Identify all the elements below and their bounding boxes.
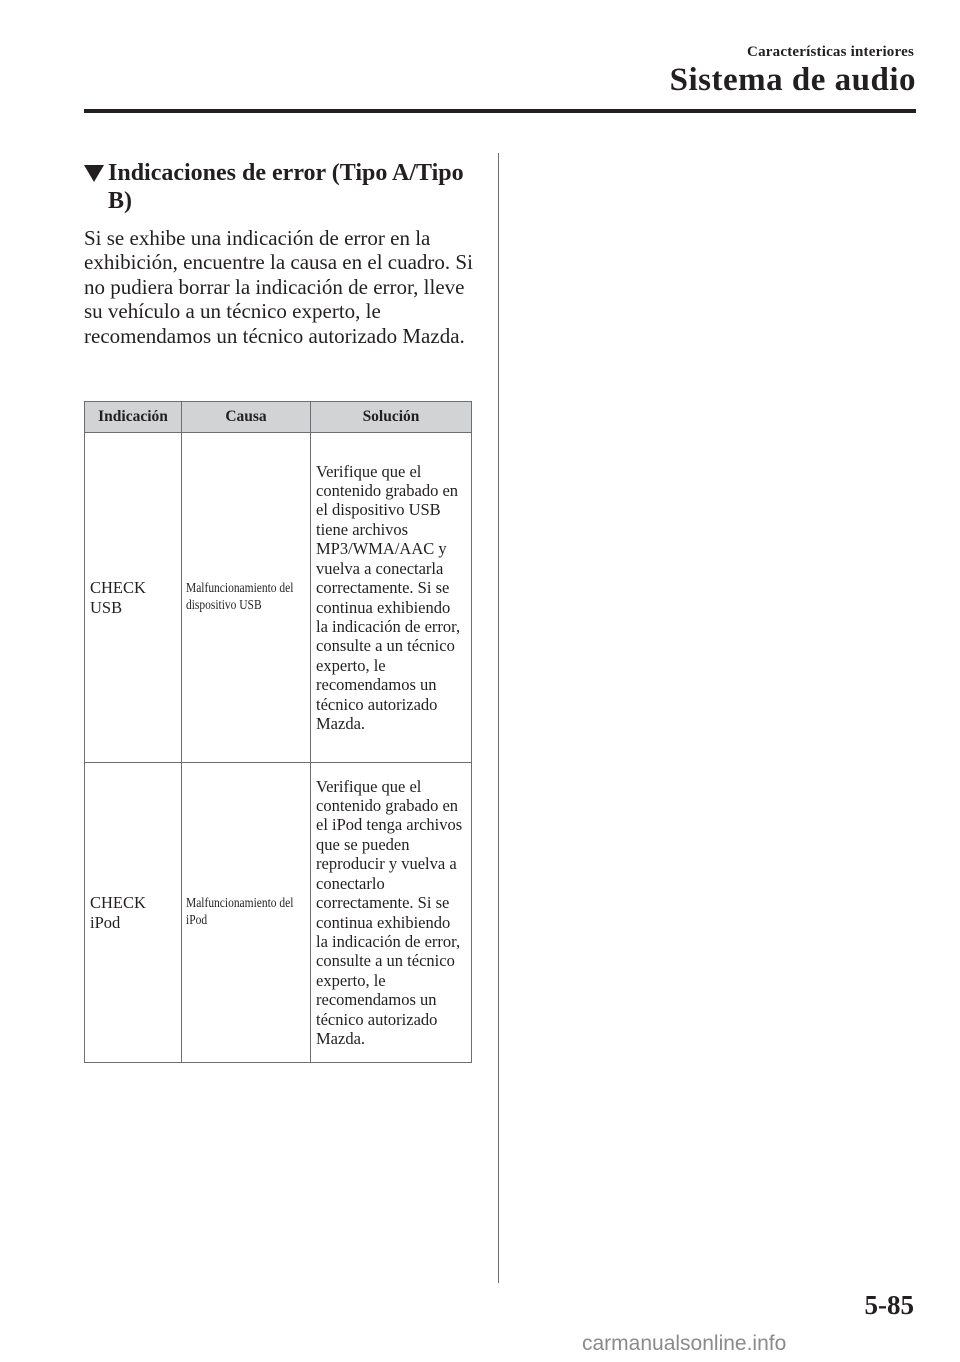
solution-cell: Verifique que el contenido grabado en el dispositivo USB tiene archivos MP3/WMA/AAC y vuelva a conectarla correctamente. Si se continua exhibiendo la indicación de error, consulte a un técnico experto, le recomendamos un técnico autorizado Mazda. xyxy=(311,433,472,763)
table-row xyxy=(85,433,472,763)
cause-cell xyxy=(182,763,311,1063)
cause-text: Malfuncionamiento del iPod xyxy=(186,896,294,928)
cause-text: Malfuncionamiento del dispositivo USB xyxy=(186,581,294,613)
column-divider xyxy=(498,153,499,1283)
header-solution: Solución xyxy=(311,402,472,433)
table-row xyxy=(85,763,472,1063)
solution-cell: Verifique que el contenido grabado en el iPod tenga archivos que se pueden reproducir y vuelva a conectarlo correctamente. Si se continua exhibiendo la indicación de error, consulte a un técnico experto, le recomendamos un técnico autorizado Mazda. xyxy=(311,763,472,1063)
heading-text: Indicaciones de error (Tipo A/Tipo B) xyxy=(108,160,464,214)
header-rule xyxy=(84,109,916,113)
table-header-row xyxy=(85,402,472,433)
chapter-title: Características interiores xyxy=(747,44,914,60)
section-heading xyxy=(84,159,484,215)
triangle-bullet-icon xyxy=(84,165,104,182)
intro-paragraph: Si se exhibe una indicación de error en la exhibición, encuentre la causa en el cuadro. Si no pudiera borrar la indicación de error, lleve su vehículo a un técnico experto, le recomendamos un técnico autorizado Mazda. xyxy=(84,226,473,348)
indication-cell: CHECK USB xyxy=(85,433,182,763)
watermark-text: carmanualsonline.info xyxy=(582,1332,787,1355)
cause-cell xyxy=(182,433,311,763)
section-title: Sistema de audio xyxy=(669,62,916,98)
header-indication: Indicación xyxy=(85,402,182,433)
header-cause: Causa xyxy=(182,402,311,433)
page-number: 5-85 xyxy=(864,1290,914,1320)
error-table xyxy=(84,401,472,1063)
indication-cell: CHECK iPod xyxy=(85,763,182,1063)
